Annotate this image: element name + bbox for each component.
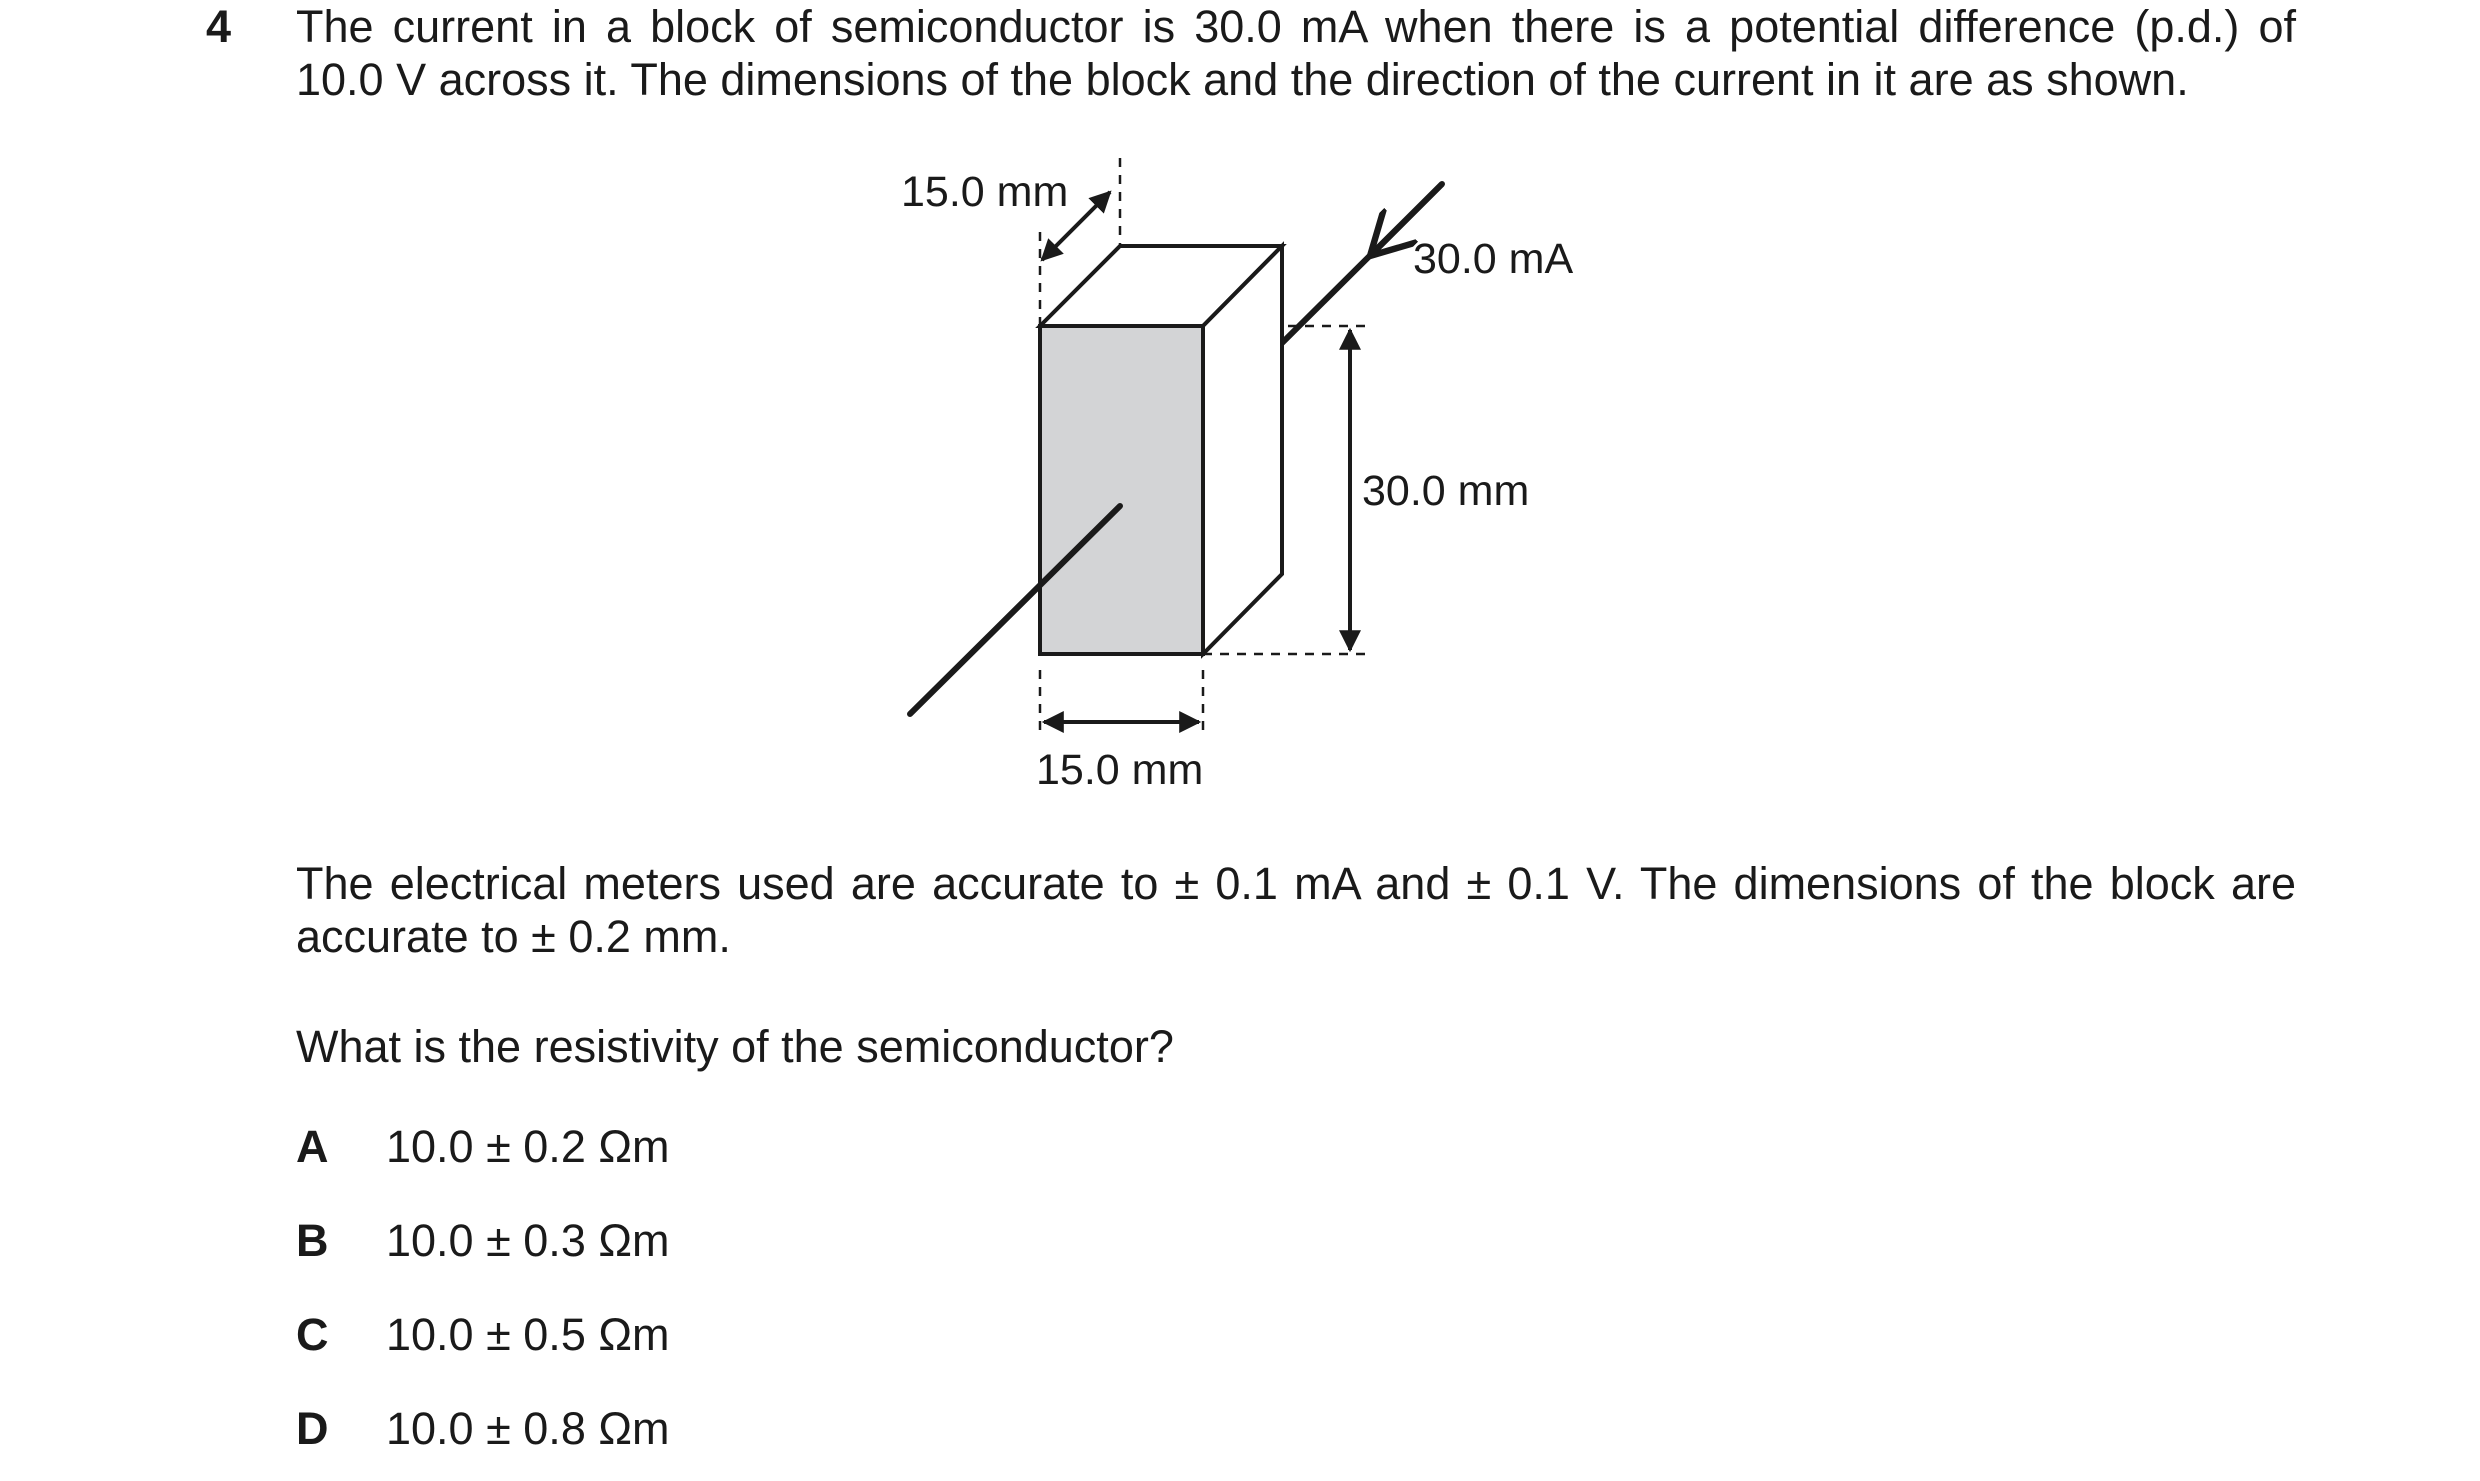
- option-letter: A: [296, 1121, 329, 1172]
- question-number: 4: [206, 1, 232, 52]
- depth-label: 15.0 mm: [901, 168, 1069, 216]
- current-label: 30.0 mA: [1413, 235, 1574, 283]
- option-value: 10.0 ± 0.2 Ωm: [386, 1121, 670, 1172]
- block-front-face: [1040, 326, 1203, 654]
- accuracy-line-1: The electrical meters used are accurate to ± 0.1 mA and ± 0.1 V. The dimensions of the block are: [296, 858, 2296, 909]
- option-letter: C: [296, 1309, 329, 1360]
- option-letter: B: [296, 1215, 329, 1266]
- width-label: 15.0 mm: [1036, 746, 1204, 794]
- accuracy-line-2: accurate to ± 0.2 mm.: [296, 911, 731, 962]
- stem-line-2: 10.0 V across it. The dimensions of the block and the direction of the current in it are as shown.: [296, 54, 2189, 105]
- height-label: 30.0 mm: [1362, 467, 1530, 515]
- accuracy-statement: [296, 857, 2296, 963]
- option-value: 10.0 ± 0.8 Ωm: [386, 1403, 670, 1454]
- option-value: 10.0 ± 0.5 Ωm: [386, 1309, 670, 1360]
- option-letter: D: [296, 1403, 329, 1454]
- stem-line-1: The current in a block of semiconductor is 30.0 mA when there is a potential difference (p.d.) of: [296, 1, 2296, 52]
- question-prompt: What is the resistivity of the semiconductor?: [296, 1021, 1174, 1072]
- option-value: 10.0 ± 0.3 Ωm: [386, 1215, 670, 1266]
